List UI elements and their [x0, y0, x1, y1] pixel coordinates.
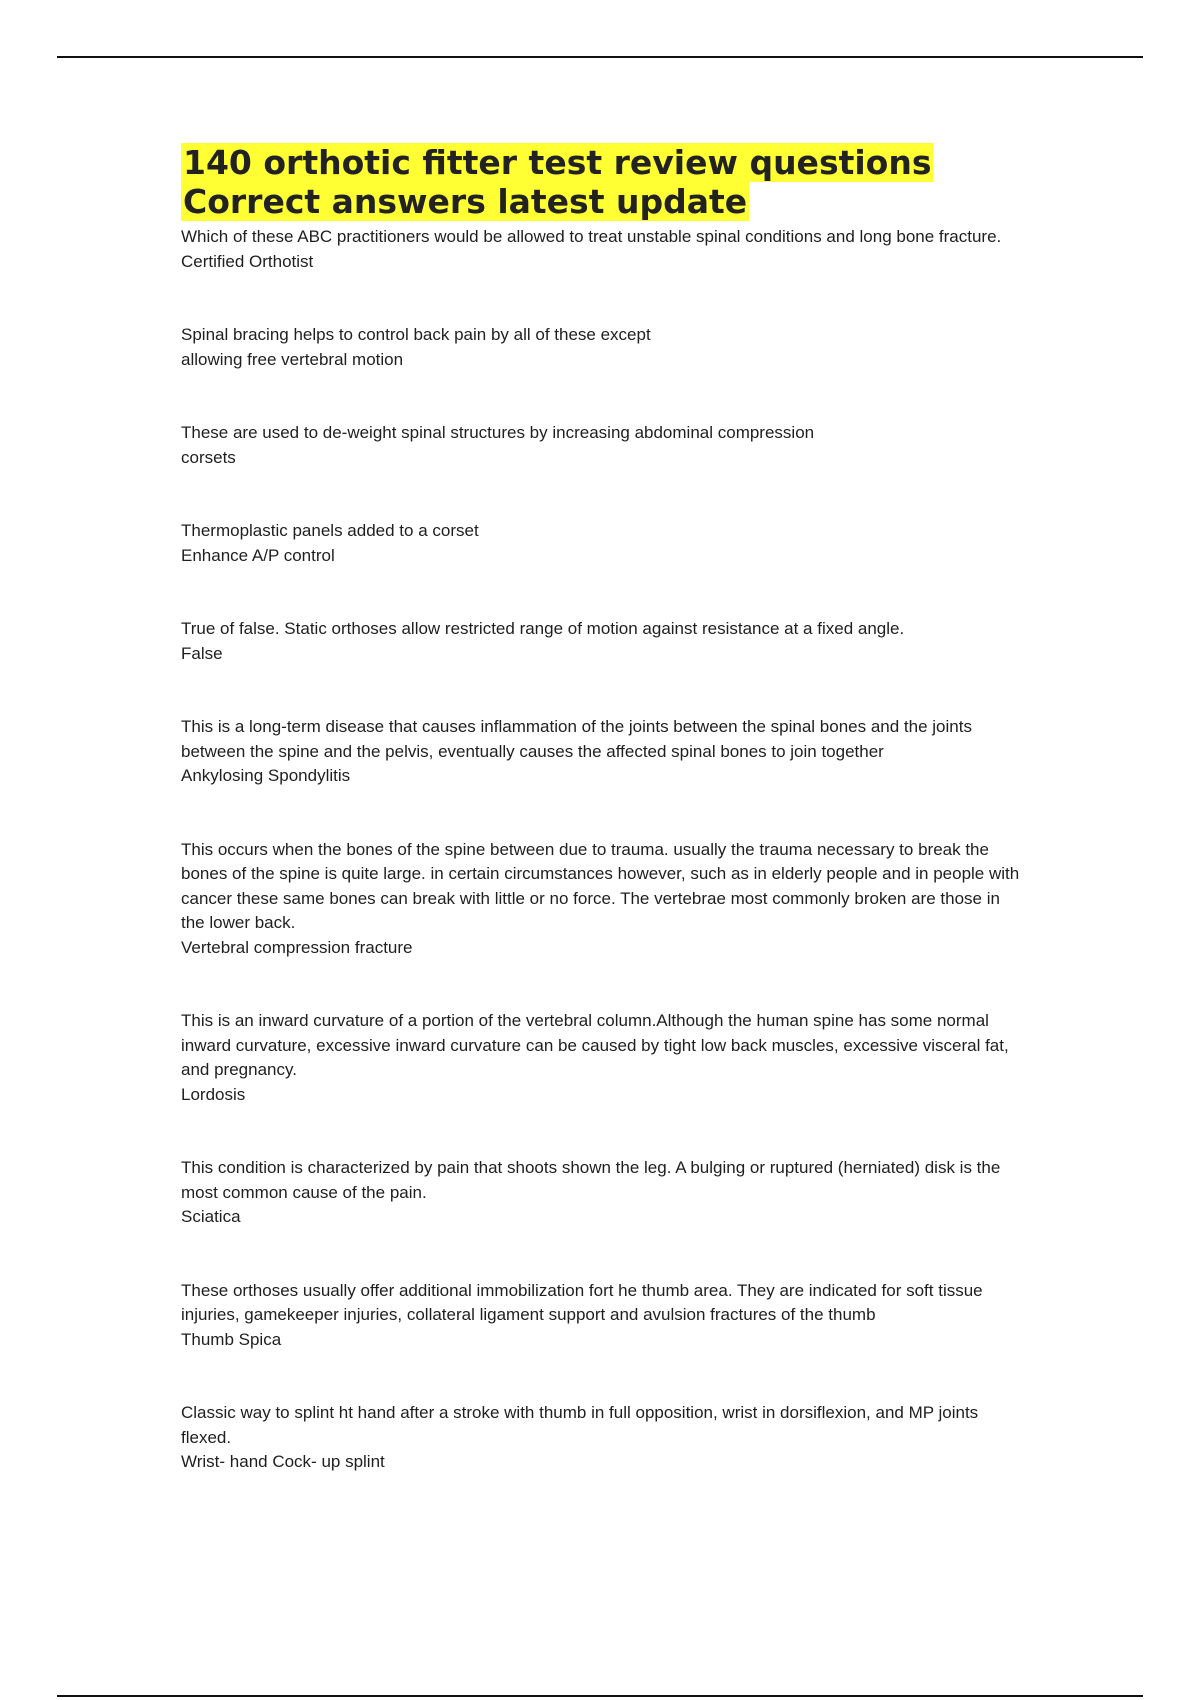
question-text: This occurs when the bones of the spine between due to trauma. usually the trauma necessary to break the bones of the spine is quite large. in certain circumstances however, such as in elderly people and in people with cancer these same bones can break with little or no force. The vertebrae most commonly broken are those in the lower back. [181, 839, 1020, 932]
answer-text: False [181, 643, 223, 663]
question-text: Which of these ABC practitioners would be allowed to treat unstable spinal conditions and long bone fracture. [181, 227, 1002, 246]
question-text: This is an inward curvature of a portion of the vertebral column.Although the human spine has some normal inward curvature, excessive inward curvature can be caused by tight low back muscles, excessive visceral fat, and pregnancy. [181, 1011, 1009, 1079]
answer-text: Vertebral compression fracture [181, 937, 413, 957]
qa-item-6 [181, 715, 1021, 789]
qa-item-4 [181, 519, 1021, 568]
answer-text: allowing free vertebral motion [181, 349, 404, 369]
question-text: This is a long-term disease that causes inflammation of the joints between the spinal bones and the joints between the spine and the pelvis, eventually causes the affected spinal bones to join together [181, 717, 972, 761]
answer-text: Certified Orthotist [181, 251, 314, 271]
title-line-1: 140 orthotic fitter test review questions [183, 143, 932, 182]
question-text: True of false. Static orthoses allow restricted range of motion against resistance at a fixed angle. [181, 619, 905, 638]
answer-text: Ankylosing Spondylitis [181, 766, 351, 785]
question-text: These orthoses usually offer additional immobilization fort he thumb area. They are indicated for soft tissue injuries, gamekeeper injuries, collateral ligament support and avulsion fractures of the thumb [181, 1280, 983, 1324]
question-text: These are used to de-weight spinal structures by increasing abdominal compression [181, 423, 815, 442]
qa-item-5 [181, 617, 1021, 666]
header-rule [57, 56, 1143, 58]
answer-text: Enhance A/P control [181, 545, 335, 565]
qa-item-7 [181, 838, 1021, 961]
footer-rule [57, 1695, 1143, 1697]
answer-text: Thumb Spica [181, 1329, 282, 1349]
qa-item-11 [181, 1401, 1021, 1475]
answer-text: Wrist- hand Cock- up splint [181, 1452, 385, 1471]
qa-item-10 [181, 1279, 1021, 1353]
qa-item-2 [181, 323, 1021, 372]
question-text: Classic way to splint ht hand after a stroke with thumb in full opposition, wrist in dorsiflexion, and MP joints flexed. [181, 1403, 979, 1447]
qa-item-8 [181, 1009, 1021, 1107]
answer-text: corsets [181, 447, 236, 467]
question-text: This condition is characterized by pain that shoots shown the leg. A bulging or ruptured (herniated) disk is the most common cause of the pain. [181, 1158, 1001, 1202]
title-line-2: Correct answers latest update [183, 182, 748, 221]
qa-item-3 [181, 421, 1021, 470]
document-body [181, 143, 1021, 1475]
document-title [181, 143, 1021, 221]
answer-text: Lordosis [181, 1084, 246, 1104]
question-text: Thermoplastic panels added to a corset [181, 521, 479, 540]
qa-item-9 [181, 1156, 1021, 1230]
qa-item-1 [181, 225, 1021, 274]
question-text: Spinal bracing helps to control back pain by all of these except [181, 325, 651, 344]
answer-text: Sciatica [181, 1207, 241, 1226]
